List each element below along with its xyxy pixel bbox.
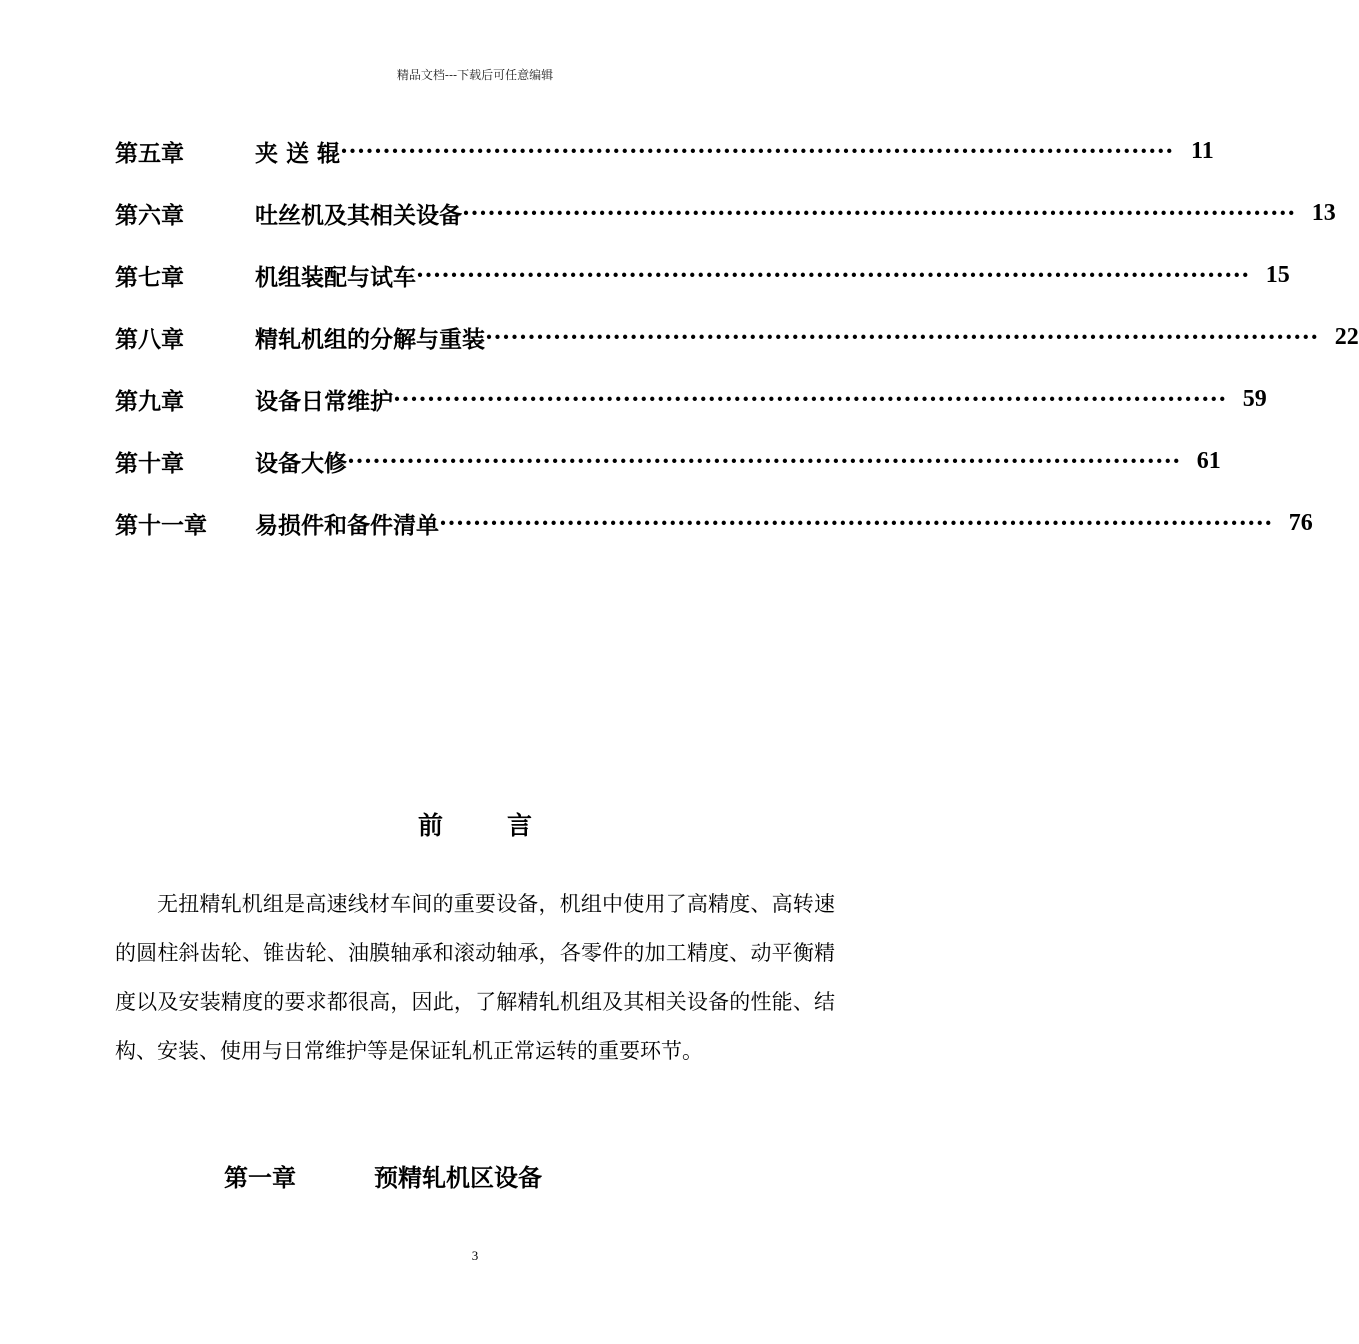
toc-page-number: 76 xyxy=(1288,509,1313,536)
toc-chapter-title: 设备日常维护 xyxy=(255,387,393,415)
toc-chapter-label: 第十一章 xyxy=(115,511,207,539)
toc-leader-dots: ·································································································· xyxy=(393,385,1227,413)
page-header: 精品文档---下载后可任意编辑 xyxy=(396,68,554,82)
toc-page-number: 11 xyxy=(1191,137,1214,164)
toc-chapter-label: 第五章 xyxy=(115,139,184,167)
toc-entry[interactable] xyxy=(115,492,1313,554)
preface-heading-right: 言 xyxy=(507,811,533,840)
toc-entry[interactable] xyxy=(115,368,1267,430)
chapter-heading-label: 第一章 xyxy=(224,1163,296,1192)
preface-paragraph: 无扭精轧机组是高速线材车间的重要设备，机组中使用了高精度、高转速的圆柱斜齿轮、锥齿轮、油膜轴承和滚动轴承，各零件的加工精度、动平衡精度以及安装精度的要求都很高，因此，了解精轧机组及其相关设备的性能、结构、安装、使用与日常维护等是保证轧机正常运转的重要环节。 xyxy=(115,892,835,1063)
toc-entry[interactable] xyxy=(115,306,1359,368)
toc-page-number: 15 xyxy=(1265,261,1290,288)
toc-chapter-title: 吐丝机及其相关设备 xyxy=(255,201,462,229)
toc-chapter-label: 第七章 xyxy=(115,263,184,291)
page-number: 3 xyxy=(471,1248,479,1263)
toc-chapter-title: 机组装配与试车 xyxy=(255,263,416,291)
preface-heading xyxy=(0,806,950,842)
toc-page-number: 13 xyxy=(1311,199,1336,226)
preface-heading-left: 前 xyxy=(417,811,443,840)
toc-page-number: 61 xyxy=(1196,447,1221,474)
chapter-heading-title: 预精轧机区设备 xyxy=(374,1163,542,1192)
toc-entry[interactable] xyxy=(115,182,1336,244)
toc-chapter-label: 第九章 xyxy=(115,387,184,415)
toc-chapter-label: 第十章 xyxy=(115,449,184,477)
toc-page-number: 22 xyxy=(1334,323,1359,350)
toc-chapter-label: 第八章 xyxy=(115,325,184,353)
toc-chapter-title: 夹 送 辊 xyxy=(255,139,341,167)
toc-leader-dots: ·································································································· xyxy=(340,137,1174,165)
toc-entry[interactable] xyxy=(115,430,1221,492)
toc-leader-dots: ·································································································· xyxy=(347,447,1181,475)
toc-page-number: 59 xyxy=(1242,385,1267,412)
toc-chapter-title: 设备大修 xyxy=(255,449,347,477)
toc-leader-dots: ·································································································· xyxy=(416,261,1250,289)
toc-entry[interactable] xyxy=(115,244,1290,306)
toc-leader-dots: ·································································································· xyxy=(462,199,1296,227)
toc-chapter-title: 精轧机组的分解与重装 xyxy=(255,325,485,353)
chapter-heading xyxy=(224,1158,542,1193)
toc-entry[interactable] xyxy=(115,120,1214,182)
table-of-contents xyxy=(115,120,1359,554)
toc-chapter-title: 易损件和备件清单 xyxy=(255,511,439,539)
toc-leader-dots: ·································································································· xyxy=(485,323,1319,351)
toc-chapter-label: 第六章 xyxy=(115,201,184,229)
toc-leader-dots: ·································································································· xyxy=(439,509,1273,537)
